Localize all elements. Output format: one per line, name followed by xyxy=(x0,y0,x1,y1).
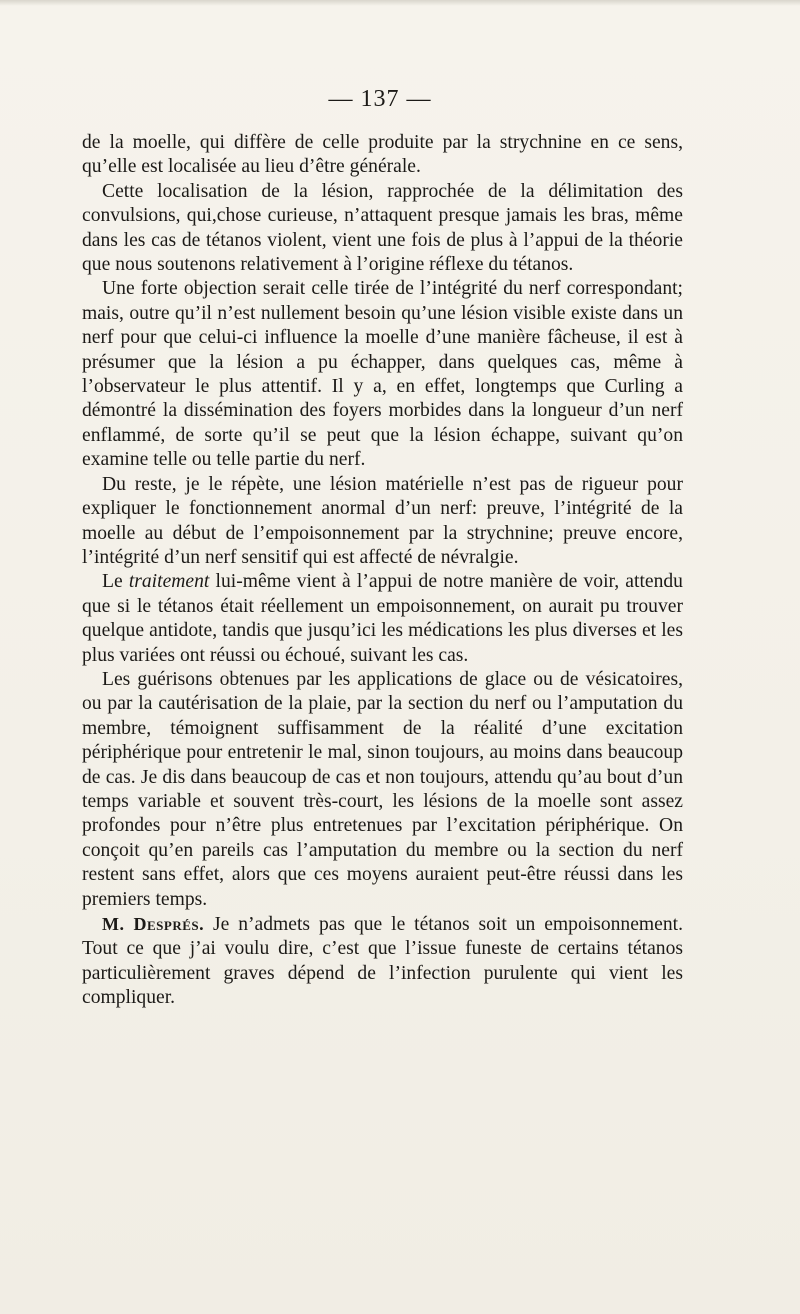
paragraph-5 xyxy=(82,570,683,668)
paragraph-5-emphasis: traitement xyxy=(128,571,210,593)
paragraph-5-text: lui-même vient à l’appui de notre manière de voir, attendu que si le tétanos était réellement un empoisonnement, on aurait pu trouver quelque antidote, tandis que jusqu’ici les médications les plus diverses et les plus variées ont réussi ou échoué, suivant les cas. xyxy=(82,571,683,666)
paragraph-3: Une forte objection serait celle tirée de l’intégrité du nerf correspondant; mais, outre qu’il n’est nullement besoin qu’une lésion visible existe dans un nerf pour que celui-ci influence la moelle d’une manière fâcheuse, il est à présumer que la lésion a pu échapper, dans quelques cas, même à l’observateur le plus attentif. Il y a, en effet, longtemps que Curling a démontré la dissémination des foyers morbides dans la longueur d’un nerf enflammé, de sorte qu’il se peut que la lésion échappe, suivant qu’on examine telle ou telle partie du nerf. xyxy=(82,278,683,471)
paragraph-7-text: Je n’admets pas que le tétanos soit un empoisonnement. Tout ce que j’ai voulu dire, c’est que l’issue funeste de certains tétanos particulièrement graves dépend de l’infection purulente qui vient les compliquer. xyxy=(82,914,683,1009)
paragraph-5-prefix: Le xyxy=(102,571,129,593)
paragraph-6: Les guérisons obtenues par les applications de glace ou de vésicatoires, ou par la cautérisation de la plaie, par la section du nerf ou l’amputation du membre, témoignent suffisamment de la réalité d’une excitation périphérique pour entretenir le mal, sinon toujours, au moins dans beaucoup de cas. Je dis dans beaucoup de cas et non toujours, attendu qu’au bout d’un temps variable et souvent très-court, les lésions de la moelle sont assez profondes pour n’être plus entretenues par l’excitation périphérique. On conçoit qu’en pareils cas l’amputation du membre ou la section du nerf restent sans effet, alors que ces moyens auraient peut-être réussi dans les premiers temps. xyxy=(82,668,683,910)
paragraph-1: de la moelle, qui diffère de celle produite par la strychnine en ce sens, qu’elle est localisée au lieu d’être générale. xyxy=(82,132,683,178)
paragraph-7 xyxy=(82,912,683,1011)
paragraph-2: Cette localisation de la lésion, rapprochée de la délimitation des convulsions, qui,chose curieuse, n’attaquent presque jamais les bras, même dans les cas de tétanos violent, vient une fois de plus à l’appui de la théorie que nous soutenons relativement à l’origine réflexe du tétanos. xyxy=(82,180,683,276)
speaker-name: M. Després. xyxy=(102,914,205,934)
body-text xyxy=(82,131,683,1011)
page-top-edge xyxy=(0,0,800,6)
page-number: — 137 — xyxy=(328,86,432,112)
paragraph-4: Du reste, je le répète, une lésion matérielle n’est pas de rigueur pour expliquer le fonctionnement anormal d’un nerf: preuve, l’intégrité de la moelle au début de l’empoisonnement par la strychnine; preuve encore, l’intégrité d’un nerf sensitif qui est affecté de névralgie. xyxy=(82,473,683,568)
